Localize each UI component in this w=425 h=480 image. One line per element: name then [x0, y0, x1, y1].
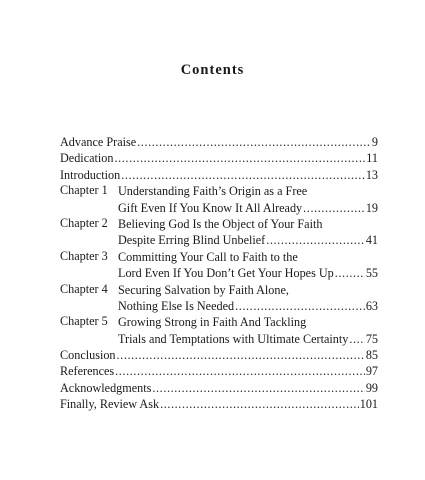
dot-leader	[117, 347, 365, 363]
toc-entry-title: Advance Praise	[60, 135, 137, 149]
toc-entry-label: Chapter 5	[60, 314, 108, 329]
toc-entry-page-number: 75	[365, 331, 378, 346]
toc-entry-page-number: 11	[366, 151, 378, 166]
dot-leader	[335, 265, 365, 281]
toc-entry-label: Chapter 3	[60, 248, 108, 263]
dot-leader	[121, 167, 365, 183]
toc-entry-title: References	[60, 364, 115, 379]
dot-leader	[235, 298, 365, 314]
toc-entry	[60, 167, 378, 183]
dot-leader	[114, 150, 365, 166]
toc-entry-row	[118, 265, 378, 281]
toc-entry-page-number: 9	[371, 135, 378, 149]
toc-entry-title: Despite Erring Blind Unbelief	[118, 233, 266, 248]
toc-entry	[60, 363, 378, 379]
toc-entry-title-line: Understanding Faith’s Origin as a Free	[118, 184, 308, 199]
toc-entry-title-line: Believing God Is the Object of Your Faith	[118, 216, 323, 231]
table-of-contents	[60, 134, 378, 413]
toc-entry-row	[60, 396, 378, 412]
toc-entry-page-number: 41	[365, 233, 378, 248]
toc-entry-chapter	[60, 282, 378, 315]
toc-entry-title: Finally, Review Ask	[60, 397, 160, 412]
page-title: Contents	[180, 62, 245, 78]
toc-entry-title: Lord Even If You Don’t Get Your Hopes Up	[118, 266, 334, 281]
toc-entry-title: Acknowledgments	[60, 380, 152, 395]
toc-entry-title: Conclusion	[60, 348, 116, 363]
dot-leader	[266, 232, 365, 248]
toc-entry-page-number: 99	[365, 380, 378, 395]
toc-entry-page-number: 13	[365, 167, 378, 182]
toc-entry-title-line: Growing Strong in Faith And Tackling	[118, 315, 307, 330]
toc-entry-chapter	[60, 183, 378, 216]
toc-entry	[60, 347, 378, 363]
toc-entry-title: Nothing Else Is Needed	[118, 298, 235, 313]
toc-entry-title-line: Securing Salvation by Faith Alone,	[118, 282, 289, 297]
dot-leader	[115, 363, 365, 379]
toc-entry-row	[118, 331, 378, 347]
toc-entry-page-number: 101	[359, 397, 378, 412]
toc-entry-label: Chapter 2	[60, 215, 108, 230]
toc-entry	[60, 150, 378, 166]
toc-entry-title: Dedication	[60, 151, 114, 166]
dot-leader	[349, 331, 364, 347]
toc-entry	[60, 396, 378, 412]
toc-entry	[60, 380, 378, 396]
toc-entry-page-number: 55	[365, 266, 378, 281]
toc-entry-title: Gift Even If You Know It All Already	[118, 200, 303, 215]
toc-entry-row	[118, 232, 378, 248]
toc-entry-page-number: 85	[365, 348, 378, 363]
toc-entry-label: Chapter 4	[60, 281, 108, 296]
toc-entry	[60, 134, 378, 150]
toc-entry-row	[60, 167, 378, 183]
toc-entry-chapter	[60, 314, 378, 347]
toc-entry-row	[60, 347, 378, 363]
dot-leader	[303, 200, 365, 216]
toc-entry-title-line: Committing Your Call to Faith to the	[118, 249, 298, 264]
toc-entry-row	[118, 200, 378, 216]
toc-entry-chapter	[60, 249, 378, 282]
toc-entry-page-number: 63	[365, 298, 378, 313]
toc-entry-chapter	[60, 216, 378, 249]
toc-entry-row	[60, 134, 378, 150]
toc-entry-row	[60, 150, 378, 166]
toc-entry-page-number: 19	[365, 200, 378, 215]
toc-entry-row	[60, 363, 378, 379]
toc-entry-title: Introduction	[60, 167, 121, 182]
dot-leader	[137, 134, 371, 150]
toc-entry-label: Chapter 1	[60, 183, 108, 198]
dot-leader	[160, 396, 359, 412]
toc-entry-title: Trials and Temptations with Ultimate Certainty	[118, 331, 349, 346]
dot-leader	[152, 380, 364, 396]
toc-entry-row	[60, 380, 378, 396]
toc-entry-page-number: 97	[365, 364, 378, 379]
toc-entry-row	[118, 298, 378, 314]
